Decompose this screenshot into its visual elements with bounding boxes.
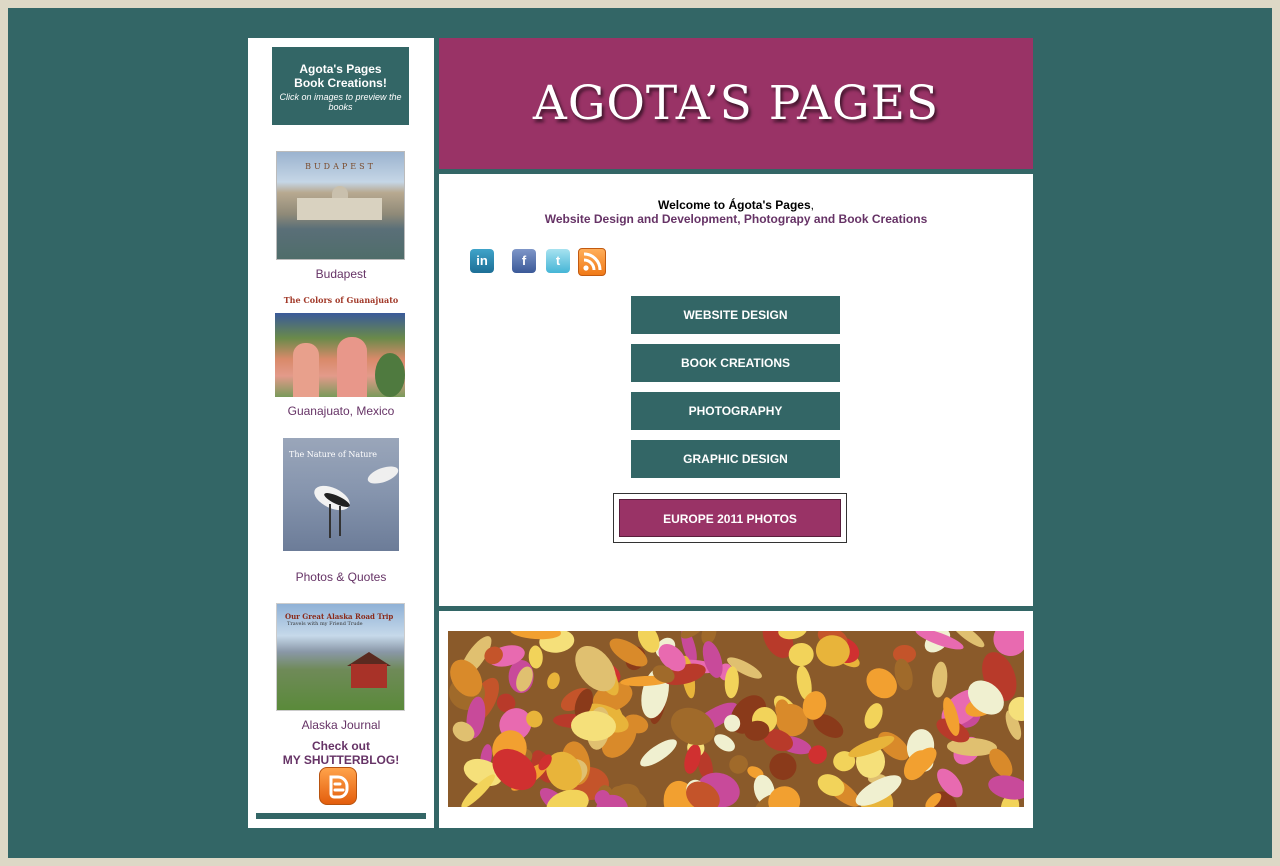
linkedin-icon[interactable] (470, 249, 494, 273)
book-cover-budapest[interactable] (276, 151, 405, 260)
welcome-text (439, 198, 1033, 226)
photo-petal (861, 700, 886, 731)
blogger-icon[interactable] (319, 767, 357, 805)
shutterblog-line1: Check out (311, 739, 370, 753)
shutterblog-link[interactable] (248, 739, 434, 767)
sidebar-header-title: Agota's Pages (299, 62, 382, 76)
photo-petal (788, 642, 815, 667)
welcome-heading: Welcome to Ágota's Pages (657, 198, 811, 212)
featured-box (613, 493, 847, 543)
site-title: AGOTA’S PAGES (532, 76, 940, 131)
photo-petal (711, 731, 738, 755)
photo-petal (986, 772, 1024, 803)
twitter-glyph: t (555, 253, 561, 268)
nav-website-design[interactable]: WEBSITE DESIGN (631, 296, 840, 334)
nav-photography[interactable]: PHOTOGRAPHY (631, 392, 840, 430)
photo-petal (636, 734, 680, 771)
cover-tree (375, 353, 405, 397)
book-cover-title-guanajuato: The Colors of Guanajuato (283, 295, 399, 305)
welcome-comma: , (810, 198, 814, 212)
book-cover-subtitle: Travels with my Friend Trude (287, 621, 363, 627)
book-cover-title: Our Great Alaska Road Trip (285, 612, 394, 621)
cover-bird-2 (366, 463, 399, 487)
facebook-icon[interactable] (512, 249, 536, 273)
book-cover-guanajuato[interactable] (275, 313, 405, 397)
cover-church-1 (293, 343, 319, 397)
cover-bird-leg (339, 506, 341, 536)
sidebar-header-note: Click on images to preview the books (279, 92, 402, 112)
book-caption-guanajuato[interactable]: Guanajuato, Mexico (287, 404, 395, 418)
book-cover-title: BUDAPEST (305, 162, 376, 171)
sidebar-header-subtitle: Book Creations! (294, 76, 387, 90)
nav-book-creations[interactable]: BOOK CREATIONS (631, 344, 840, 382)
book-cover-title: The Nature of Nature (289, 450, 378, 459)
book-caption-budapest[interactable]: Budapest (315, 267, 367, 281)
photo-petal (724, 666, 740, 698)
book-caption-alaska[interactable]: Alaska Journal (301, 718, 381, 732)
sidebar-header (272, 47, 409, 125)
nav-graphic-design[interactable]: GRAPHIC DESIGN (631, 440, 840, 478)
photo-petal (930, 661, 948, 698)
cover-bird-leg (329, 504, 331, 538)
twitter-icon[interactable] (546, 249, 570, 273)
book-cover-nature[interactable] (283, 438, 399, 551)
linkedin-glyph: in (476, 253, 488, 268)
cover-barn (351, 664, 387, 688)
cover-building (297, 198, 382, 220)
sidebar (248, 38, 434, 828)
book-caption-nature[interactable]: Photos & Quotes (295, 570, 387, 584)
main-content (439, 174, 1033, 606)
flower-photo (448, 631, 1024, 807)
photo-petal (546, 670, 562, 690)
europe-2011-photos-button[interactable]: EUROPE 2011 PHOTOS (619, 499, 841, 537)
photo-panel (439, 611, 1033, 828)
shutterblog-line2: MY SHUTTERBLOG! (282, 753, 400, 767)
cover-church-2 (337, 337, 367, 397)
facebook-glyph: f (521, 253, 527, 268)
book-cover-alaska[interactable] (276, 603, 405, 711)
welcome-subtitle: Website Design and Development, Photograpy and Book Creations (544, 212, 928, 226)
sidebar-footer-bar (256, 813, 426, 819)
rss-icon[interactable] (578, 248, 606, 276)
site-banner (439, 38, 1033, 169)
